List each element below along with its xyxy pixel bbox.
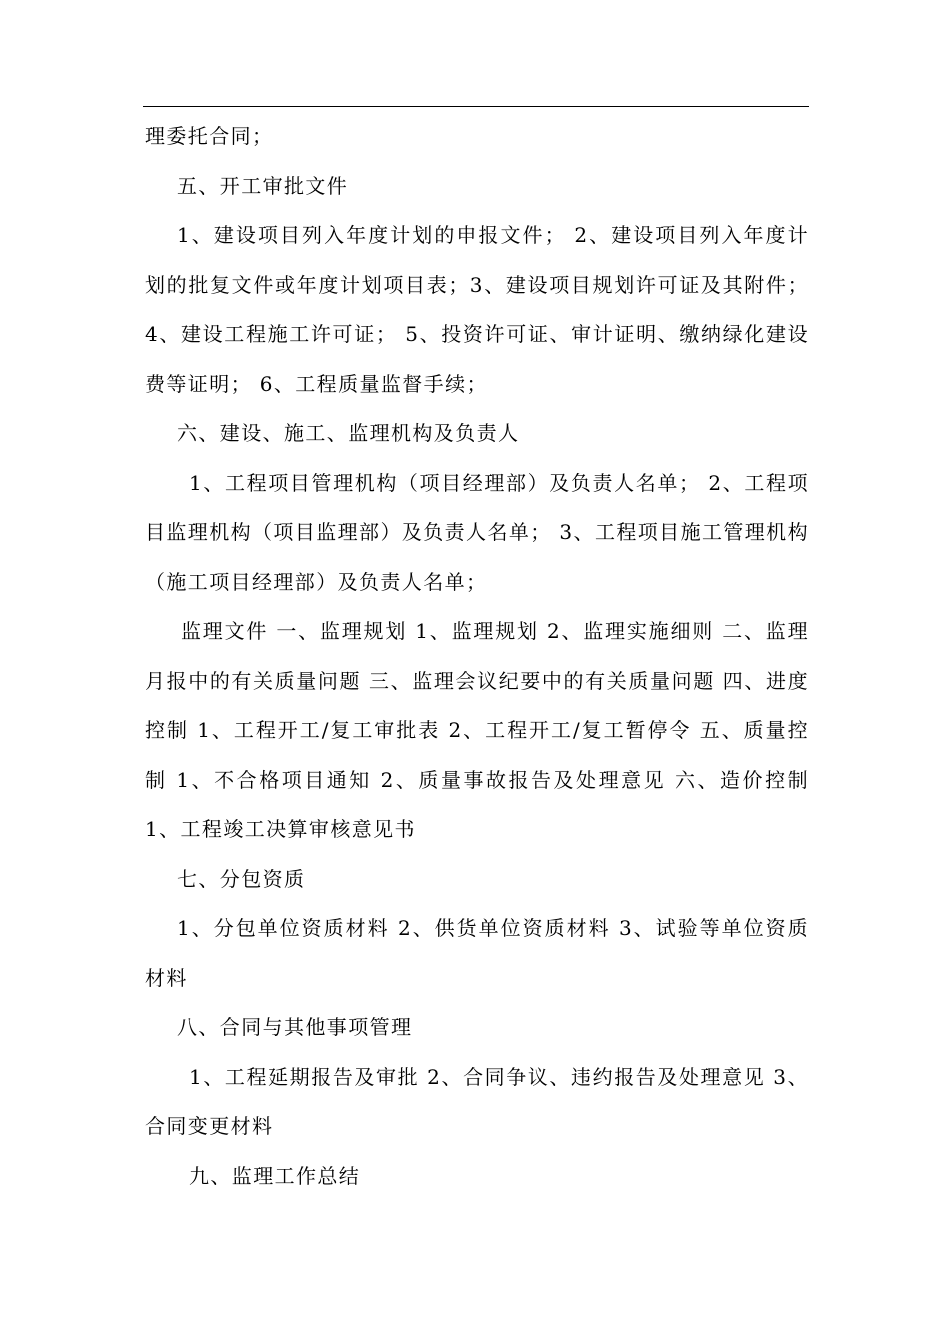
paragraph-supervision-documents: 监理文件 一、监理规划 1、监理规划 2、监理实施细则 二、监理月报中的有关质量问题 三、监理会议纪要中的有关质量问题 四、进度控制 1、工程开工/复工审批表 2、工程开工/复工暂停令 五、质量控制 1、不合格项目通知 2、质量事故报告及处理意见 六、造价控制 1、工程竣工决算审核意见书 (145, 619, 809, 841)
paragraph-subcontract-qualifications-list: 1、分包单位资质材料 2、供货单位资质材料 3、试验等单位资质材料 (145, 916, 809, 990)
heading-contract-and-other-matters: 八、合同与其他事项管理 (177, 1015, 413, 1039)
heading-commencement-approval-documents: 五、开工审批文件 (177, 173, 349, 198)
heading-subcontract-qualifications: 七、分包资质 (177, 866, 306, 891)
paragraph-contract-continuation: 理委托合同； (145, 124, 274, 148)
paragraph-contract-matters-list: 1、工程延期报告及审批 2、合同争议、违约报告及处理意见 3、合同变更材料 (145, 1064, 809, 1138)
header-rule (143, 106, 809, 107)
heading-organizations-and-responsible-persons: 六、建设、施工、监理机构及负责人 (177, 421, 520, 445)
paragraph-commencement-approval-list: 1、建设项目列入年度计划的申报文件； 2、建设项目列入年度计划的批复文件或年度计划项目表；3、建设项目规划许可证及其附件；4、建设工程施工许可证； 5、投资许可证、审计证明、缴纳绿化建设费等证明； 6、工程质量监督手续； (145, 223, 809, 396)
document-body (145, 112, 809, 1201)
heading-supervision-work-summary: 九、监理工作总结 (189, 1163, 361, 1188)
paragraph-organizations-list: 1、工程项目管理机构（项目经理部）及负责人名单； 2、工程项目监理机构（项目监理部）及负责人名单； 3、工程项目施工管理机构（施工项目经理部）及负责人名单； (145, 470, 809, 594)
